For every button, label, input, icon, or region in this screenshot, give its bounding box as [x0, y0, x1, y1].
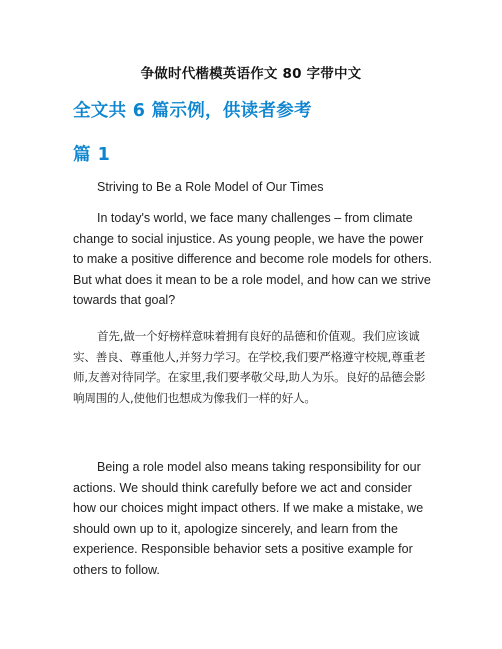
section-heading: 篇 1: [73, 145, 111, 165]
document-title: 争做时代楷模英语作文 80 字带中文: [140, 66, 362, 82]
essay-title: Striving to Be a Role Model of Our Times: [97, 180, 324, 194]
paragraph-english-1: In today's world, we face many challenges – from climate change to social injustice. As young people, we have the power to make a positive difference and become role models for others. But what does it mean to be a role model, and how can we strive towards that goal?: [73, 211, 432, 308]
document-subtitle: 全文共 6 篇示例，供读者参考: [73, 101, 312, 121]
paragraph-english-2: Being a role model also means taking responsibility for our actions. We should think carefully before we act and consider how our choices might impact others. If we make a mistake, we should own up to it, apologize sincerely, and learn from the experience. Responsible behavior sets a positive example for others to follow.: [73, 460, 424, 577]
paragraph-chinese: 首先,做一个好榜样意味着拥有良好的品德和价值观。我们应该诚实、善良、尊重他人,并努力学习。在学校,我们要严格遵守校规,尊重老师,友善对待同学。在家里,我们要孝敬父母,助人为乐。良好的品德会影响周围的人,使他们也想成为像我们一样的好人。: [73, 329, 426, 405]
